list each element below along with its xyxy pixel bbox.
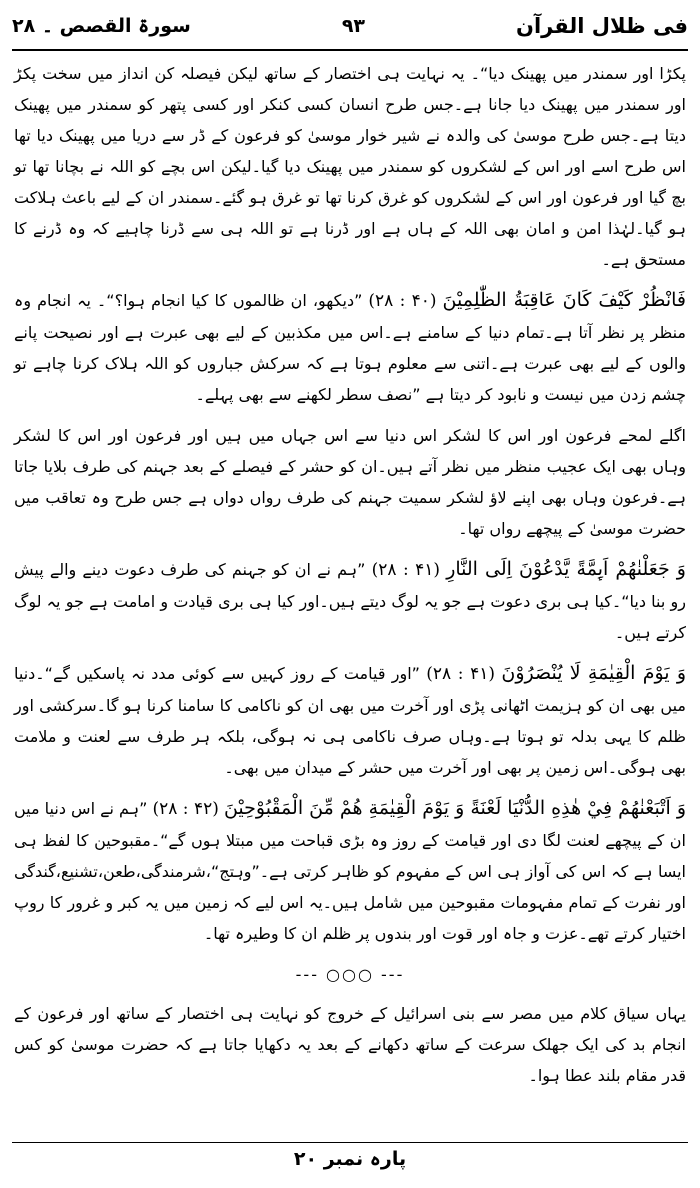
book-title: فی ظلال القرآن bbox=[516, 14, 688, 38]
paragraph-3 bbox=[14, 420, 686, 544]
verse-reference: (۲۸ : ۴۲) bbox=[152, 799, 219, 819]
page-body bbox=[14, 58, 686, 1138]
quran-verse: فَانْظُرْ كَيْفَ كَانَ عَاقِبَةُ الظّٰلِمِيْنَ bbox=[442, 289, 687, 311]
verse-reference: (۲۸ : ۴۱) bbox=[371, 560, 441, 580]
paragraph-text: ”ہم نے اس دنیا میں ان کے پیچھے لعنت لگا دی اور قیامت کے روز وہ بڑی قباحت میں مبتلا ہوں گے“۔مقبوحین کا لفظ ہی ایسا ہے کہ اس کی آواز ہی اس کے مفہوم کو ظاہر کرتی ہے۔”وہتج“،شرمندگی،طعن،تشنیع،گندگی اور نفرت کے تمام مفہومات مقبوحین میں شامل ہیں۔یہ اس لیے کہ زمین میں یہ کبر و غرور کا روپ اختیار کرتے تھے۔عزت و جاہ اور قوت اور بندوں پر ظلم ان کا وطیرہ تھا۔ bbox=[14, 799, 686, 943]
quran-verse: وَ اَتْبَعْنٰهُمْ فِيْ هٰذِهِ الدُّنْيَا لَعْنَةً وَ يَوْمَ الْقِيٰمَةِ هُمْ مِّنَ الْمَقْبُوْحِيْنَ bbox=[223, 797, 686, 819]
paragraph-text: ”اور قیامت کے روز کہیں سے کوئی مدد نہ پاسکیں گے“۔دنیا میں بھی ان کو ہزیمت اٹھانی پڑی اور آخرت میں بھی ان کو ناکامی کا سامنا کرنا ہو گا۔سرکشی اور ظلم کا یہی بدلہ تو ہوتا ہے۔وہاں صرف ناکامی ہی نہ ہوگی، بلکہ ہر طرف سے لعنت و ملامت بھی ہوگی۔اس زمین پر بھی اور آخرت میں حشر کے میدان میں بھی۔ bbox=[14, 664, 686, 777]
closing-paragraph bbox=[14, 998, 686, 1091]
verse-reference: (۲۸ : ۴۱) bbox=[426, 664, 496, 684]
paragraph-text: ”دیکھو، ان ظالموں کا کیا انجام ہوا؟“۔ یہ انجام وہ منظر پر نظر آتا ہے۔تمام دنیا کے سامنے ہے۔اس میں مکذبین کے لیے بھی عبرت ہے اور نصیحت پانے والوں کے لیے بھی عبرت ہے۔اتنی سے معلوم ہوتا ہے کہ سرکش جباروں کو اللہ ہلاک کرنا چاہے تو چشم زدن میں نیست و نابود کر دیتا ہے ”نصف سطر لکھنے سے بھی پہلے۔ bbox=[14, 291, 686, 404]
paragraph-2 bbox=[14, 285, 686, 410]
verse-reference: (۲۸ : ۴۰) bbox=[368, 291, 437, 311]
paragraph-6 bbox=[14, 793, 686, 949]
quran-verse: وَ جَعَلْنٰهُمْ اَىِٕمَّةً يَّدْعُوْنَ اِلَى النَّارِ bbox=[446, 558, 686, 580]
page-number: ۹۳ bbox=[341, 15, 366, 37]
paragraph-text: اگلے لمحے فرعون اور اس کا لشکر اس دنیا سے اس جہاں میں ہیں اور فرعون اور اس کا لشکر وہاں بھی ایک عجیب منظر میں نظر آتے ہیں۔ان کو حشر کے فیصلے کے بعد جہنم کی طرف بلایا جاتا ہے۔فرعون وہاں بھی اپنے لاؤ لشکر سمیت جہنم کی طرف رواں دواں ہے جس طرح وہ تعاقب میں حضرت موسیٰ کے پیچھے رواں تھا۔ bbox=[14, 426, 686, 538]
quran-verse: وَ يَوْمَ الْقِيٰمَةِ لَا يُنْصَرُوْنَ bbox=[501, 662, 686, 684]
chapter-title: سورۃ القصص ۔ ۲۸ bbox=[12, 15, 191, 37]
paragraph-text: پکڑا اور سمندر میں پھینک دیا“۔ یہ نہایت ہی اختصار کے ساتھ لیکن فیصلہ کن انداز میں سخت پکڑ اور سمندر میں پھینک دیا جانا ہے۔جس طرح انسان کسی کنکر اور کسی پتھر کو سمندر میں پھینک دیتا ہے۔جس طرح موسیٰ کی والدہ نے شیر خوار موسیٰ کو فرعون کے ڈر سے دریا میں پھینک دیا تھا اس طرح اسے اور اس کے لشکروں کو سمندر میں پھینک دیا گیا۔لیکن اس بچے کو اللہ نے بچانا تھا تو بچ گیا اور فرعون اور اس کے لشکروں کو غرق کرنا تھا تو غرق ہو گئے۔سمندر ان کے لیے باعث ہلاکت ہو گیا۔لہٰذا امن و امان بھی اللہ کے ہاں ہے اور ڈرنا ہے تو اللہ ہی سے ڈرنا چاہیے کہ وہ ڈرنے کا مستحق ہے۔ bbox=[14, 64, 686, 269]
paragraph-text: یہاں سیاق کلام میں مصر سے بنی اسرائیل کے خروج کو نہایت ہی اختصار کے ساتھ اور فرعون کے انجام بد کی ایک جھلک سرعت کے ساتھ دکھانے کے بعد یہ دکھایا جاتا ہے کہ حضرت موسیٰ کو کس قدر مقام بلند عطا ہوا۔ bbox=[14, 1004, 686, 1085]
header-rule bbox=[12, 49, 688, 51]
paragraph-5 bbox=[14, 658, 686, 783]
footer-rule bbox=[12, 1142, 688, 1143]
paragraph-text: ”ہم نے ان کو جہنم کی طرف دعوت دینے والے پیش رو بنا دیا“۔کیا ہی بری دعوت ہے جو یہ لوگ دیتے ہیں۔اور کیا ہی بری قیادت و امامت ہے جو یہ لوگ کرتے ہیں۔ bbox=[14, 560, 686, 642]
section-separator: --- ○○○ --- bbox=[295, 965, 405, 984]
paragraph-4 bbox=[14, 554, 686, 648]
paragraph-1 bbox=[14, 58, 686, 275]
page-header bbox=[12, 6, 688, 46]
page-footer: پارہ نمبر ۲۰ bbox=[293, 1148, 407, 1170]
